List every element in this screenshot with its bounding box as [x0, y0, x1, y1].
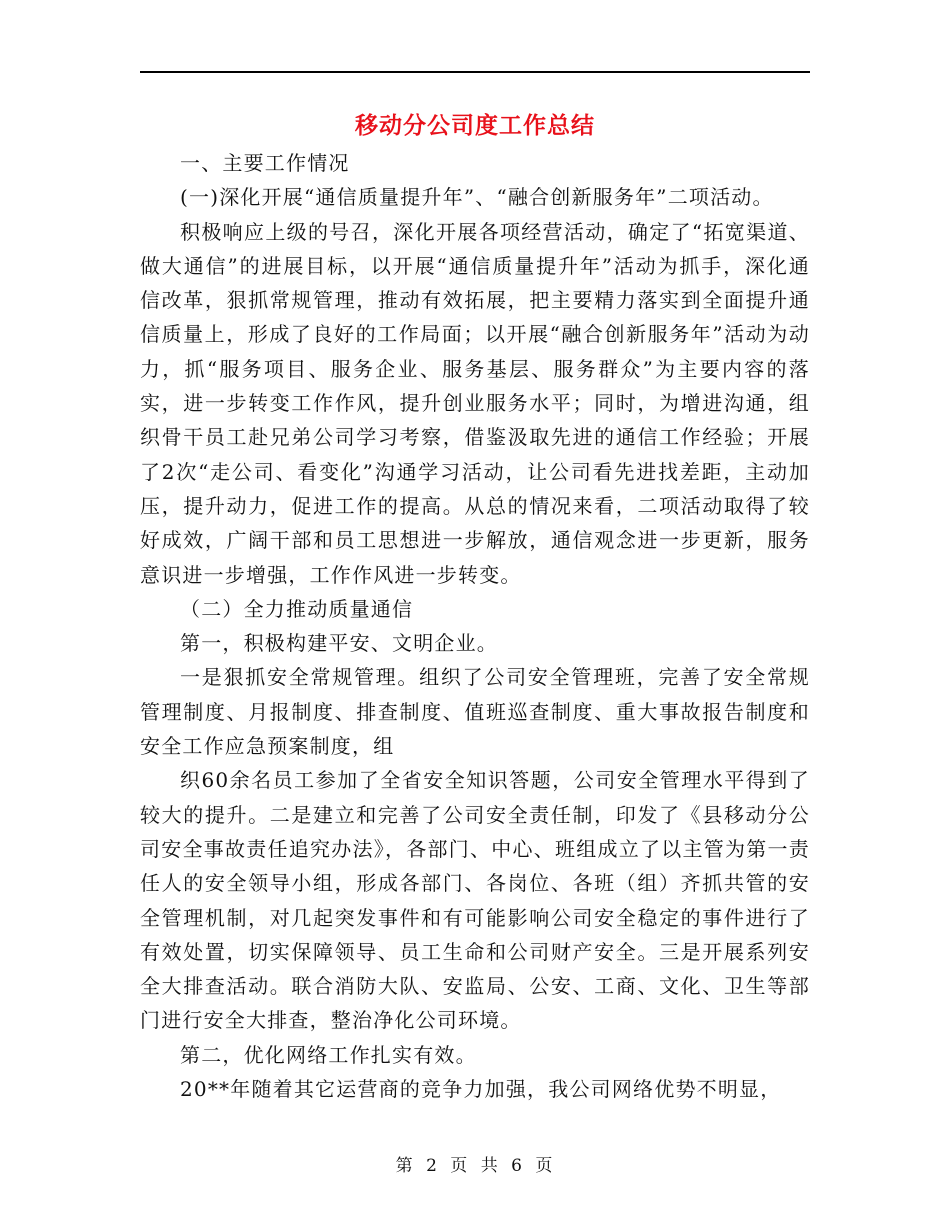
- document-title: 移动分公司度工作总结: [355, 112, 595, 139]
- section-heading-main-work: 一、主要工作情况: [180, 151, 350, 175]
- document-body: [140, 146, 810, 1106]
- header-rule: [140, 71, 810, 73]
- subsection-heading-activities: (一)深化开展“通信质量提升年”、“融合创新服务年”二项活动。: [180, 185, 774, 210]
- item-heading-network: 第二，优化网络工作扎实有效。: [180, 1042, 477, 1067]
- body-paragraph-safety-management: 一是狠抓安全常规管理。组织了公司安全管理班，完善了安全常规管理制度、月报制度、排查制度、值班巡查制度、重大事故报告制度和安全工作应急预案制度，组: [140, 665, 810, 759]
- body-paragraph-network: 20**年随着其它运营商的竞争力加强，我公司网络优势不明显，: [180, 1077, 782, 1102]
- body-paragraph-safety-continued: 织60余名员工参加了全省安全知识答题，公司安全管理水平得到了较大的提升。二是建立和完善了公司安全责任制，印发了《县移动分公司安全事故责任追究办法》，各部门、中心、班组成立了以主管为第一责任人的安全领导小组，形成各部门、各岗位、各班（组）齐抓共管的安全管理机制，对几起突发事件和有可能影响公司安全稳定的事件进行了有效处置，切实保障领导、员工生命和公司财产安全。三是开展系列安全大排查活动。联合消防大队、安监局、公安、工商、文化、卫生等部门进行安全大排查，整治净化公司环境。: [140, 768, 810, 1033]
- page-number-footer: 第 2 页 共 6 页: [395, 1156, 555, 1176]
- body-paragraph-activities: 积极响应上级的号召，深化开展各项经营活动，确定了“拓宽渠道、做大通信”的进展目标，以开展“通信质量提升年”活动为抓手，深化通信改革，狠抓常规管理，推动有效拓展，把主要精力落实到全面提升通信质量上，形成了良好的工作局面；以开展“融合创新服务年”活动为动力，抓“服务项目、服务企业、服务基层、服务群众”为主要内容的落实，进一步转变工作作风，提升创业服务水平；同时，为增进沟通，组织骨干员工赴兄弟公司学习考察，借鉴汲取先进的通信工作经验；开展了2次“走公司、看变化”沟通学习活动，让公司看先进找差距，主动加压，提升动力，促进工作的提高。从总的情况来看，二项活动取得了较好成效，广阔干部和员工思想进一步解放，通信观念进一步更新，服务意识进一步增强，工作作风进一步转变。: [140, 219, 810, 587]
- item-heading-safe-enterprise: 第一，积极构建平安、文明企业。: [180, 631, 498, 656]
- subsection-heading-quality: （二）全力推动质量通信: [180, 596, 414, 621]
